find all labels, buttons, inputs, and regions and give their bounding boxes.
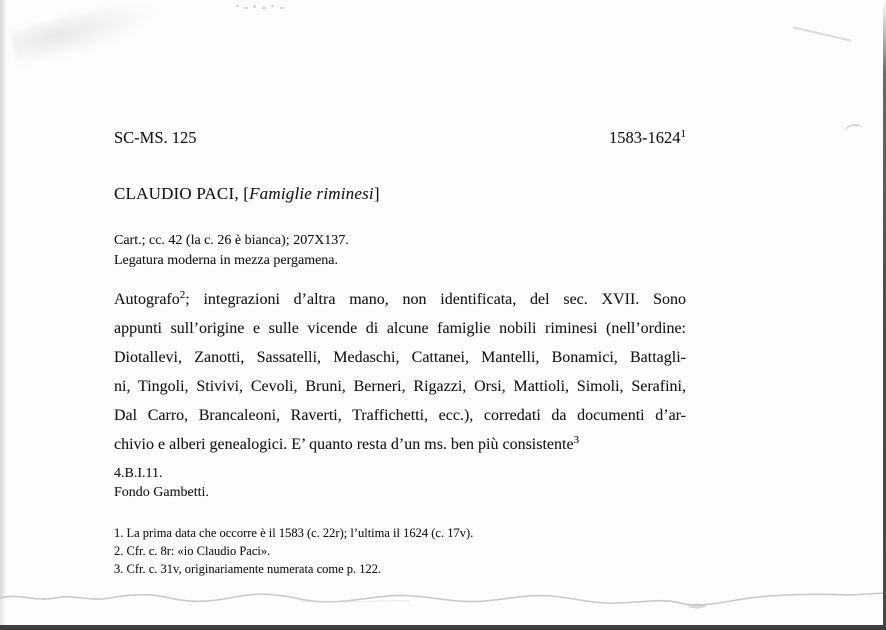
footnote: 2. Cfr. c. 8r: «io Claudio Paci». xyxy=(114,544,271,558)
scan-smudge-dot xyxy=(271,5,274,7)
description-text: ; integrazioni d’altra mano, non identificata, del sec. XVII. Sono xyxy=(185,291,686,308)
scan-smudge-dot xyxy=(236,5,239,7)
description-text: chivio e alberi genealogici. E’ quanto resta d’un ms. ben più consistente xyxy=(114,436,574,453)
physical-description-line: Cart.; cc. 42 (la c. 26 è bianca); 207X137. xyxy=(114,233,349,248)
title-bracket-close: ] xyxy=(373,184,380,203)
scan-smudge-dot xyxy=(262,7,266,9)
author-name: CLAUDIO PACI, [ xyxy=(114,184,250,203)
scan-smudge-top-left xyxy=(9,0,164,70)
scan-smudge-dot xyxy=(244,7,248,9)
date-range-text: 1583-1624 xyxy=(609,128,681,147)
description-line: Dal Carro, Brancaleoni, Raverti, Traffichetti, ecc.), corredati da documenti d’ar- xyxy=(114,407,686,424)
physical-description xyxy=(114,231,686,271)
location-block xyxy=(114,464,686,502)
description-text: Autografo xyxy=(114,291,180,308)
footnote: 1. La prima data che occorre è il 1583 (c. 22r); l’ultima il 1624 (c. 17v). xyxy=(114,526,474,540)
page-left-edge-shadow xyxy=(0,0,7,598)
work-title-italic: Famiglie riminesi xyxy=(249,184,374,203)
collocation-line: 4.B.I.11. xyxy=(114,466,163,481)
paper-torn-edge xyxy=(0,589,886,615)
date-range xyxy=(609,128,686,148)
entry-title xyxy=(114,184,686,204)
scan-scratch-top-right xyxy=(793,26,852,41)
scan-arc-mark xyxy=(844,123,864,138)
content-description xyxy=(114,285,686,459)
footnote: 3. Cfr. c. 31v, originariamente numerata come p. 122. xyxy=(114,562,382,576)
scan-smudge-dot xyxy=(280,7,284,9)
description-line xyxy=(114,285,686,314)
description-line: appunti sull’origine e sulle vicende di alcune famiglie nobili riminesi (nell’ordine: xyxy=(114,320,686,337)
description-line xyxy=(114,430,686,459)
footnotes-section xyxy=(114,524,686,578)
scan-smudge-dot xyxy=(253,5,256,8)
description-line: ni, Tingoli, Stivivi, Cevoli, Bruni, Berneri, Rigazzi, Orsi, Mattioli, Simoli, Serafini, xyxy=(114,378,686,395)
shelfmark-label: SC-MS. 125 xyxy=(114,128,197,147)
binding-description-line: Legatura moderna in mezza pergamena. xyxy=(114,253,339,268)
scan-bottom-edge xyxy=(0,625,886,630)
date-footnote-ref: 1 xyxy=(680,128,686,140)
footnote-ref: 3 xyxy=(573,434,580,446)
description-line: Diotallevi, Zanotti, Sassatelli, Medaschi, Cattanei, Mantelli, Bonamici, Battagli- xyxy=(114,349,686,366)
entry-header xyxy=(114,128,686,148)
footnote-ref: 2 xyxy=(179,289,186,301)
fondo-line: Fondo Gambetti. xyxy=(114,485,209,500)
